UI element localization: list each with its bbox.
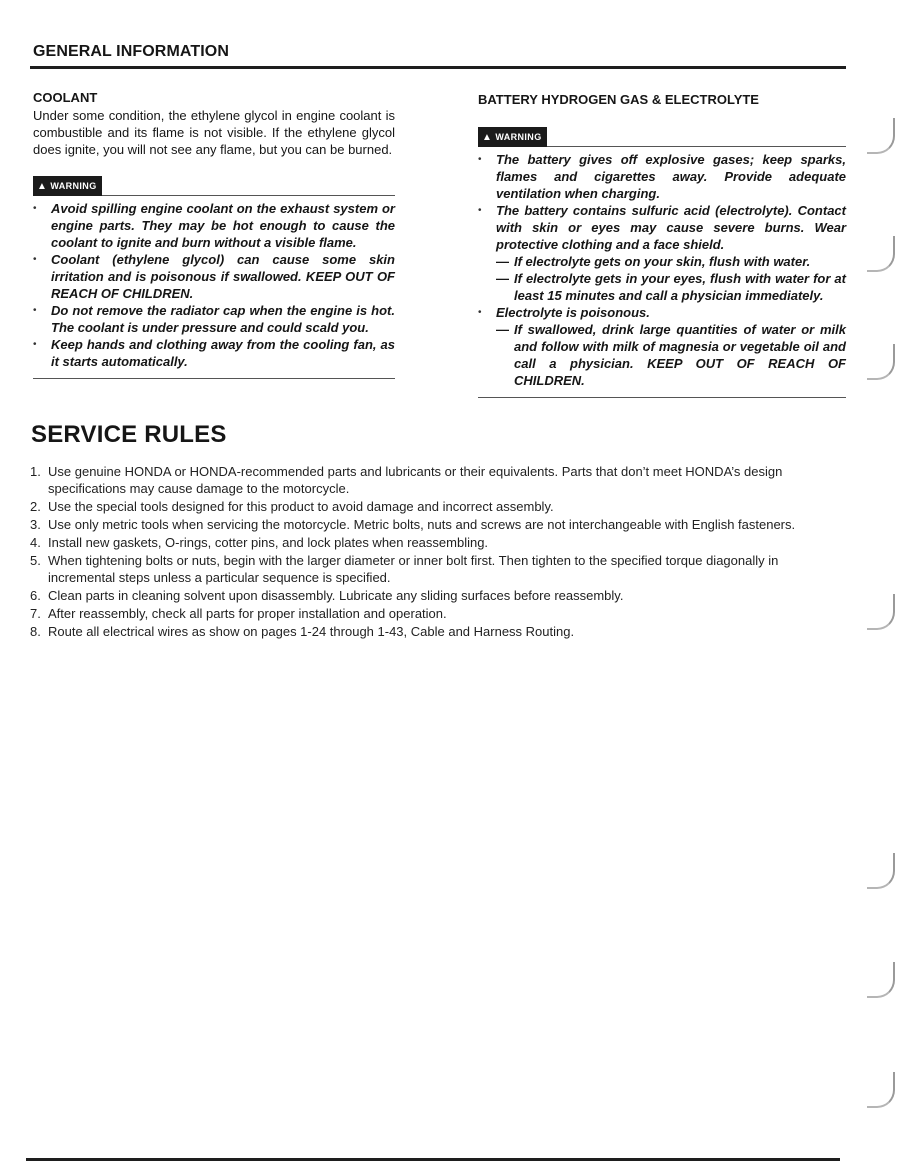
binder-hole-mark [867,594,895,630]
list-item-number: 2. [30,499,41,514]
list-item [30,498,845,515]
list-item-number: 8. [30,624,41,639]
binder-hole-mark [867,1072,895,1108]
sub-list-item: — If swallowed, drink large quantities of water or milk and follow with milk of magnesia or vegetable oil and call a physician. KEEP OUT OF REACH OF CHILDREN. [496,321,846,389]
list-item-text: The battery contains sulfuric acid (electrolyte). Contact with skin or eyes may cause severe burns. Wear protective clothing and a face shield. [496,203,846,252]
service-rules-list [30,463,845,641]
warning-end-rule [33,378,395,379]
list-item-text: Route all electrical wires as show on pages 1-24 through 1-43, Cable and Harness Routing. [48,624,575,639]
battery-warning-list [478,151,846,389]
coolant-section [33,90,395,379]
sub-list-item: — If electrolyte gets in your eyes, flush with water for at least 15 minutes and call a physician immediately. [496,270,846,304]
list-item [30,534,845,551]
list-item [30,605,845,622]
list-item [478,202,846,304]
battery-heading: BATTERY HYDROGEN GAS & ELECTROLYTE [478,92,759,107]
binder-hole-mark [867,344,895,380]
battery-section [478,90,846,398]
list-item-text: Use genuine HONDA or HONDA-recommended parts and lubricants or their equivalents. Parts that don’t meet HONDA’s design specifications may cause damage to the motorcycle. [48,464,783,496]
binder-hole-mark [867,236,895,272]
list-item-text: When tightening bolts or nuts, begin with the larger diameter or inner bolt first. Then tighten to the specified torque diagonally in incremental steps unless a particular sequence is specified. [48,553,779,585]
sub-list [496,253,846,304]
list-item-text: Use only metric tools when servicing the motorcycle. Metric bolts, nuts and screws are not interchangeable with English fasteners. [48,517,796,532]
list-item: • Avoid spilling engine coolant on the exhaust system or engine parts. They may be hot enough to cause the coolant to ignite and burn without a visible flame. [33,200,395,251]
list-item-text: The battery gives off explosive gases; keep sparks, flames and cigarettes away. Provide adequate ventilation when charging. [496,152,846,201]
list-item-text: After reassembly, check all parts for proper installation and operation. [48,606,447,621]
warning-label-text: WARNING [495,132,542,142]
list-item [30,463,845,497]
list-item [478,151,846,202]
list-item-text: Electrolyte is poisonous. [496,305,650,320]
warning-triangle-icon: ▲ [482,132,493,143]
list-item: • Coolant (ethylene glycol) can cause some skin irritation and is poisonous if swallowed. KEEP OUT OF REACH OF CHILDREN. [33,251,395,302]
warning-label [478,127,547,147]
list-item: • Do not remove the radiator cap when the engine is hot. The coolant is under pressure and could scald you. [33,302,395,336]
list-item: • Keep hands and clothing away from the cooling fan, as it starts automatically. [33,336,395,370]
header-rule [30,66,846,69]
list-item-text: Install new gaskets, O-rings, cotter pins, and lock plates when reassembling. [48,535,489,550]
binder-hole-mark [867,118,895,154]
warning-label [33,176,102,196]
coolant-warning-box [33,176,395,379]
list-item-number: 3. [30,517,41,532]
coolant-warning-list [33,200,395,370]
coolant-text: Under some condition, the ethylene glycol in engine coolant is combustible and its flame is not visible. If the ethylene glycol does ignite, you will not see any flame, but you can be burned. [33,108,395,157]
service-rules-title: SERVICE RULES [31,421,227,448]
list-item-number: 6. [30,588,41,603]
list-item-number: 7. [30,606,41,621]
footer-rule [26,1158,840,1161]
list-item [478,304,846,389]
list-item-number: 1. [30,464,41,479]
list-item-number: 4. [30,535,41,550]
list-item [30,587,845,604]
list-item [30,623,845,640]
coolant-heading: COOLANT [33,90,98,105]
list-item-text: Use the special tools designed for this product to avoid damage and incorrect assembly. [48,499,554,514]
list-item-number: 5. [30,553,41,568]
list-item [30,552,845,586]
list-item [30,516,845,533]
battery-warning-box [478,127,846,398]
sub-list [496,321,846,389]
warning-end-rule [478,397,846,398]
binder-hole-mark [867,962,895,998]
binder-hole-mark [867,853,895,889]
list-item-text: Clean parts in cleaning solvent upon disassembly. Lubricate any sliding surfaces before reassembly. [48,588,624,603]
page-title: GENERAL INFORMATION [33,43,229,60]
sub-list-item: — If electrolyte gets on your skin, flush with water. [496,253,846,270]
warning-label-text: WARNING [50,181,97,191]
warning-triangle-icon: ▲ [37,181,48,192]
